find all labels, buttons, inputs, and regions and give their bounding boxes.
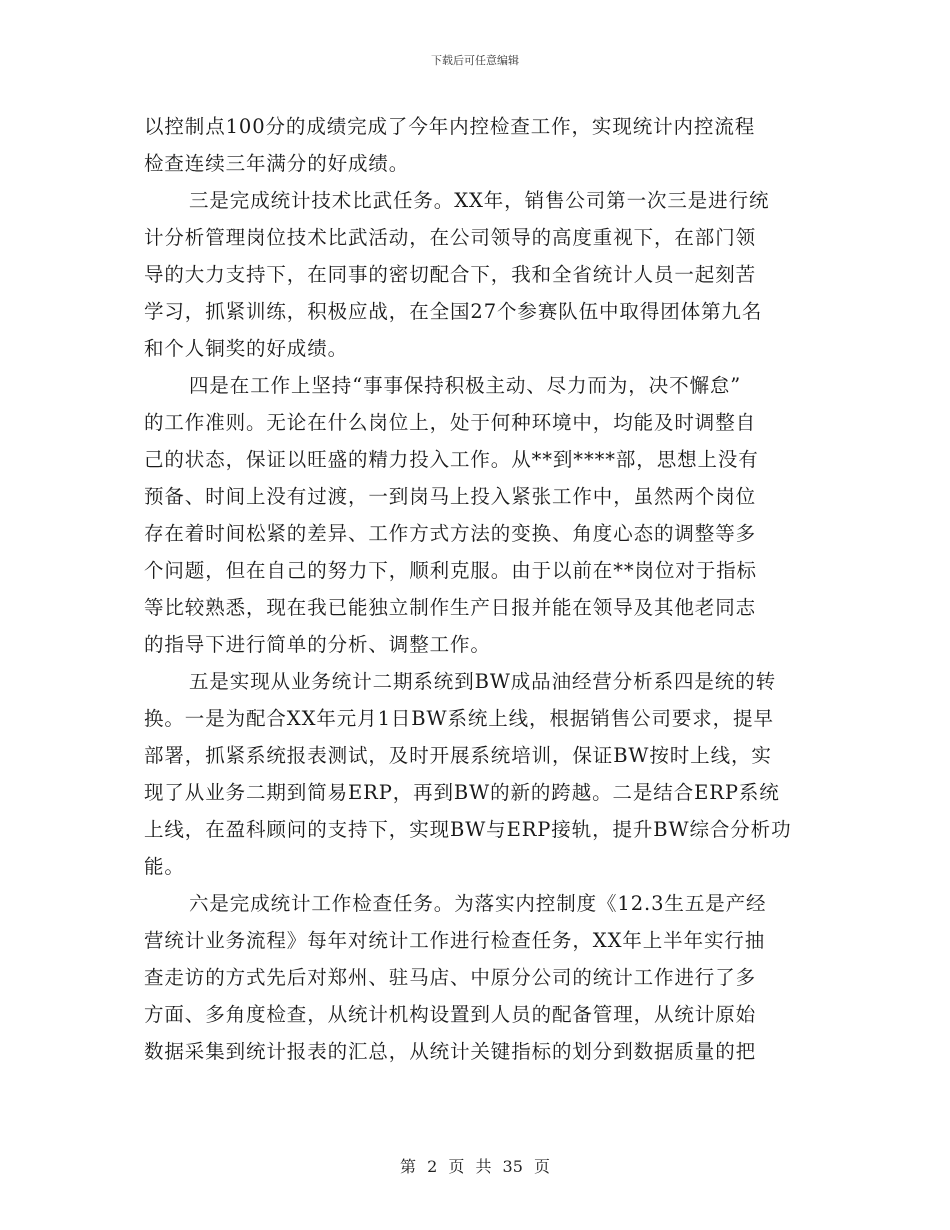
page-number-footer: 第 2 页 共 35 页 — [400, 1157, 550, 1176]
text-line: 导的大力支持下，在同事的密切配合下，我和全省统计人员一起刻苦 — [144, 263, 757, 286]
text-line: 查走访的方式先后对郑州、驻马店、中原分公司的统计工作进行了多 — [144, 966, 757, 989]
text-line: 能。 — [144, 855, 185, 878]
text-line: 己的状态，保证以旺盛的精力投入工作。从**到****部，思想上没有 — [144, 448, 759, 471]
text-line: 学习，抓紧训练，积极应战，在全国27个参赛队伍中取得团体第九名 — [144, 300, 763, 323]
text-line: 和个人铜奖的好成绩。 — [144, 337, 349, 360]
document-body — [144, 108, 809, 1070]
text-line: 的指导下进行简单的分析、调整工作。 — [144, 633, 491, 656]
text-line: 上线，在盈科顾问的支持下，实现BW与ERP接轨，提升BW综合分析功 — [144, 818, 792, 841]
text-line: 方面、多角度检查，从统计机构设置到人员的配备管理，从统计原始 — [144, 1003, 757, 1026]
text-line: 部署，抓紧系统报表测试，及时开展系统培训，保证BW按时上线，实 — [144, 744, 772, 767]
page-header: 下载后可任意编辑 — [431, 54, 519, 67]
paragraph-start: 四是在工作上坚持“事事保持积极主动、尽力而为，决不懈怠” — [189, 374, 742, 397]
text-line: 数据采集到统计报表的汇总，从统计关键指标的划分到数据质量的把 — [144, 1040, 757, 1063]
text-line: 现了从业务二期到简易ERP，再到BW的新的跨越。二是结合ERP系统 — [144, 781, 780, 804]
paragraph-start: 六是完成统计工作检查任务。为落实内控制度《12.3生五是产经 — [189, 892, 767, 915]
text-line: 存在着时间松紧的差异、工作方式方法的变换、角度心态的调整等多 — [144, 522, 757, 545]
text-line: 预备、时间上没有过渡，一到岗马上投入紧张工作中，虽然两个岗位 — [144, 485, 757, 508]
text-line: 营统计业务流程》每年对统计工作进行检查任务，XX年上半年实行抽 — [144, 929, 766, 952]
text-line: 检查连续三年满分的好成绩。 — [144, 152, 410, 175]
text-line: 换。一是为配合XX年元月1日BW系统上线，根据销售公司要求，提早 — [144, 707, 774, 730]
text-line: 计分析管理岗位技术比武活动，在公司领导的高度重视下，在部门领 — [144, 226, 757, 249]
text-line: 的工作准则。无论在什么岗位上，处于何种环境中，均能及时调整自 — [144, 411, 757, 434]
text-line: 个问题，但在自己的努力下，顺利克服。由于以前在**岗位对于指标 — [144, 559, 757, 582]
paragraph-start: 三是完成统计技术比武任务。XX年，销售公司第一次三是进行统 — [189, 189, 770, 212]
paragraph-start: 五是实现从业务统计二期系统到BW成品油经营分析系四是统的转 — [189, 670, 776, 693]
text-line: 以控制点100分的成绩完成了今年内控检查工作，实现统计内控流程 — [144, 115, 756, 138]
text-line: 等比较熟悉，现在我已能独立制作生产日报并能在领导及其他老同志 — [144, 596, 757, 619]
